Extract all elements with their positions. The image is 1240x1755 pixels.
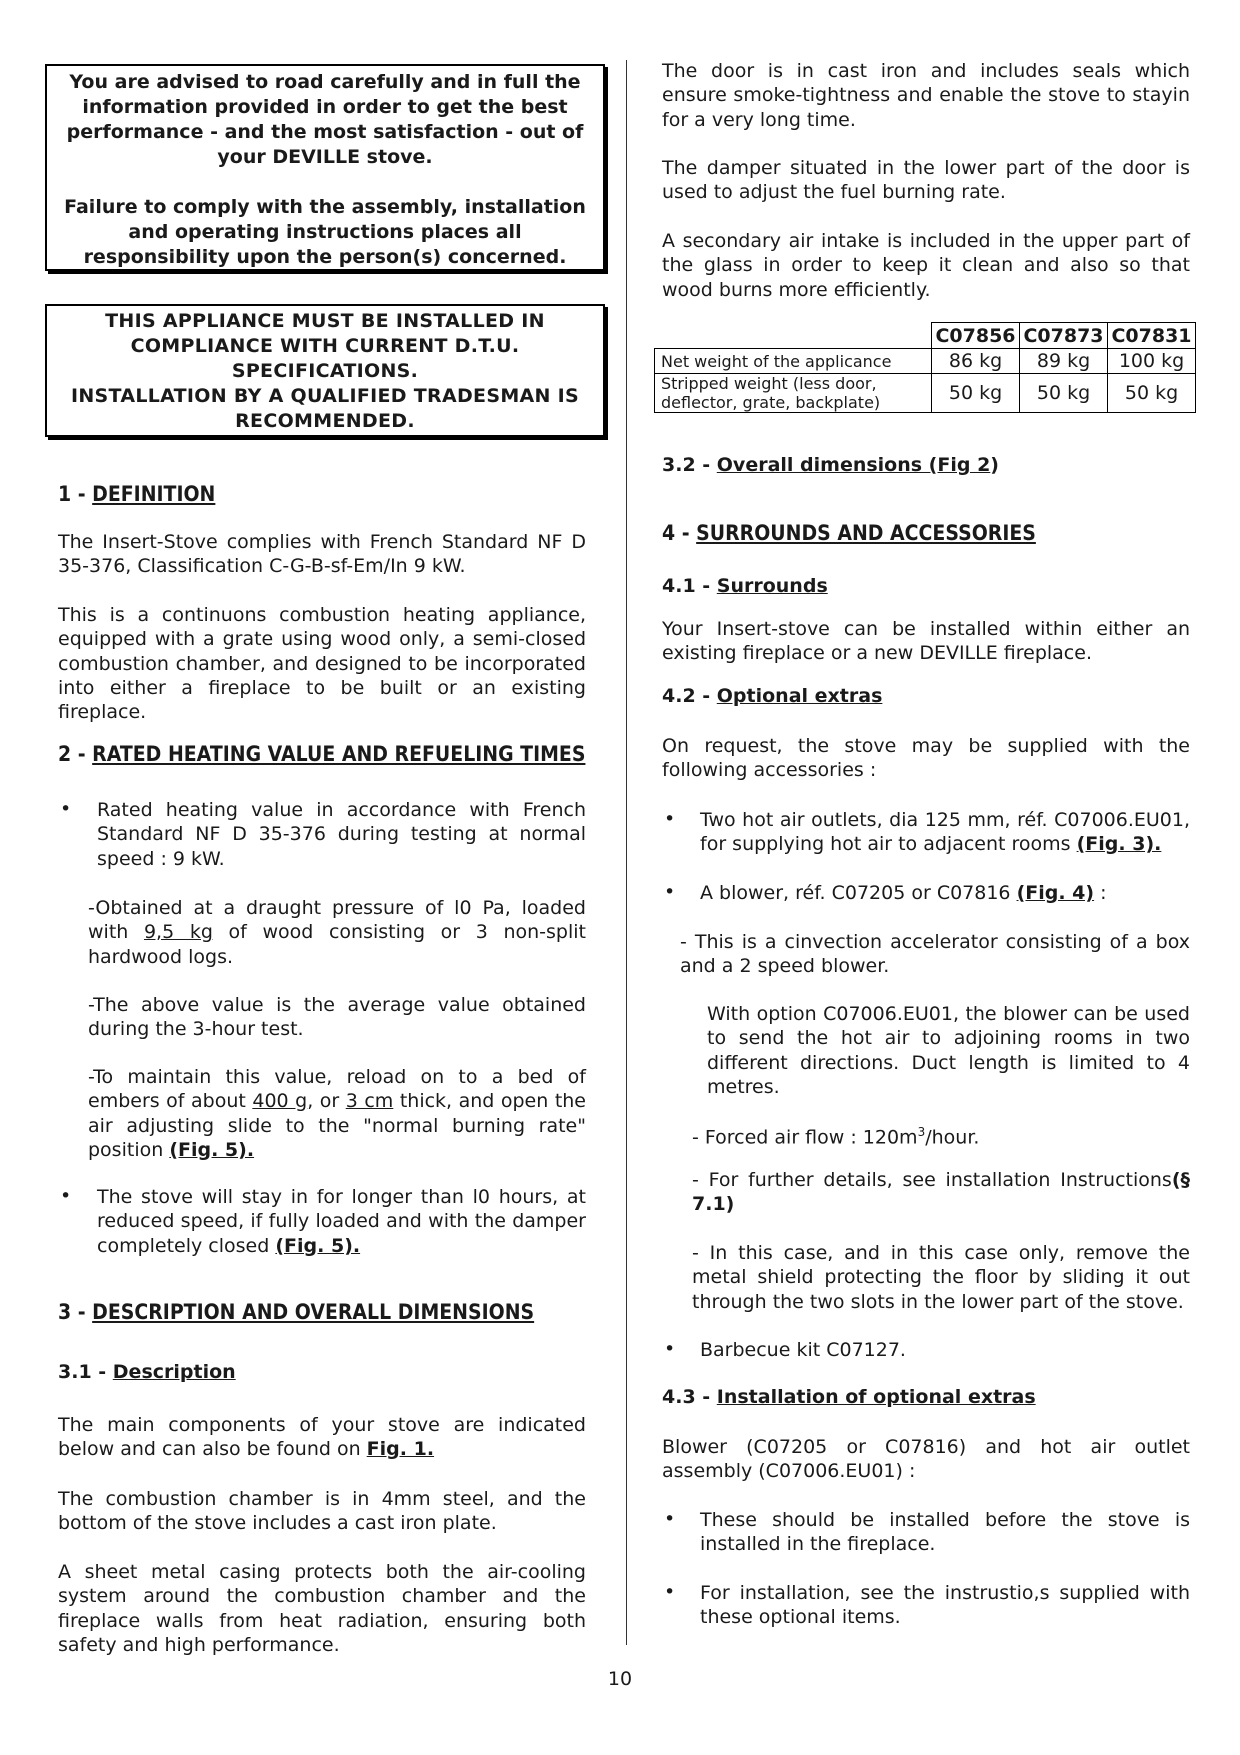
installation-line-2: INSTALLATION BY A QUALIFIED TRADESMAN IS RECOMMENDED. <box>70 385 580 432</box>
bullet-marker: • <box>664 881 676 903</box>
weight-value: 9,5 kg <box>143 921 213 944</box>
table-cell: 50 kg <box>1020 374 1108 413</box>
bullet-marker: • <box>664 1581 676 1603</box>
section-1-para-1: The Insert-Stove complies with French Standard NF D 35-376, Classification C-G-B-sf-Em/In 9 kW. <box>58 531 586 578</box>
section-3-para-2: The combustion chamber is in 4mm steel, and the bottom of the stove includes a cast iron plate. <box>58 1488 586 1535</box>
section-4-title: SURROUNDS AND ACCESSORIES <box>696 521 1036 545</box>
row-label: Net weight of the applicance <box>655 349 932 374</box>
section-4-para-2: On request, the stove may be supplied with the following accessories : <box>662 735 1190 782</box>
section-3-number: 3 - <box>58 1300 93 1324</box>
section-2-bullet-2: The stove will stay in for longer than l0 hours, at reduced speed, if fully loaded and with the damper completely closed (Fig. 5). <box>97 1186 586 1257</box>
column-divider <box>626 60 627 1645</box>
bullet-marker: • <box>664 1508 676 1530</box>
table-cell: 86 kg <box>932 349 1020 374</box>
advisory-para-1: You are advised to road carefully and in full the information provided in order to get the best performance - and the most satisfaction - out of your DEVILLE stove. <box>66 71 584 168</box>
section-3-para-5: The damper situated in the lower part of the door is used to adjust the fuel burning rate. <box>662 157 1190 204</box>
page-number: 10 <box>607 1668 633 1690</box>
subsection-3-2-heading: 3.2 - Overall dimensions (Fig 2) <box>662 454 999 476</box>
section-4-number: 4 - <box>662 521 697 545</box>
subsection-4-1-heading: 4.1 - Surrounds <box>662 575 828 597</box>
section-2-bullet-1: Rated heating value in accordance with French Standard NF D 35-376 during testing at normal speed : 9 kW. <box>97 799 586 870</box>
advisory-notice-box <box>45 64 605 271</box>
row-label: Stripped weight (less door, deflector, grate, backplate) <box>655 374 932 413</box>
section-4-dash-2: - Forced air flow : $120m^3$/hour. <box>692 1125 980 1149</box>
section-3-para-4: The door is in cast iron and includes seals which ensure smoke-tightness and enable the stove to stayin for a very long time. <box>662 60 1190 131</box>
section-1-heading <box>58 482 215 506</box>
section-4-heading <box>662 521 1036 545</box>
section-4-bullet-2: A blower, réf. C07205 or C07816 (Fig. 4) : <box>700 882 1107 904</box>
section-4-para-3: Blower (C07205 or C07816) and hot air outlet assembly (C07006.EU01) : <box>662 1436 1190 1483</box>
section-2-title: RATED HEATING VALUE AND REFUELING TIMES <box>92 742 586 766</box>
table-row <box>655 349 1196 374</box>
section-4-bullet-5: For installation, see the instrustio,s supplied with these optional items. <box>700 1582 1190 1629</box>
section-3-para-6: A secondary air intake is included in the upper part of the glass in order to keep it clean and also so that wood burns more efficiently. <box>662 230 1190 301</box>
table-cell: 100 kg <box>1108 349 1196 374</box>
fig-3-reference: (Fig. 3). <box>1076 833 1162 856</box>
column-header: C07873 <box>1020 323 1108 349</box>
section-3-title: DESCRIPTION AND OVERALL DIMENSIONS <box>92 1300 535 1324</box>
installation-line-1: THIS APPLIANCE MUST BE INSTALLED IN COMPLIANCE WITH CURRENT D.T.U. SPECIFICATIONS. <box>105 310 545 382</box>
section-4-indent-1: With option C07006.EU01, the blower can be used to send the hot air to adjoining rooms in two different directions. Duct length is limited to 4 metres. <box>707 1003 1190 1098</box>
section-3-para-1: The main components of your stove are indicated below and can also be found on Fig. 1. <box>58 1414 586 1461</box>
installation-notice-box <box>45 304 605 437</box>
section-4-bullet-3: Barbecue kit C07127. <box>700 1339 906 1361</box>
section-1-para-2: This is a continuons combustion heating appliance, equipped with a grate using wood only, a semi-closed combustion chamber, and designed to be incorporated into either a fireplace to be built or an existing fireplace. <box>58 604 586 724</box>
section-2-dash-2: -The above value is the average value obtained during the 3-hour test. <box>88 994 586 1041</box>
section-1-number: 1 - <box>58 482 93 506</box>
section-4-para-1: Your Insert-stove can be installed within either an existing fireplace or a new DEVILLE fireplace. <box>662 618 1190 665</box>
section-7-1-reference: (§ 7.1) <box>692 1169 1190 1216</box>
bullet-marker: • <box>60 1185 72 1207</box>
section-2-dash-3: -To maintain this value, reload on to a bed of embers of about 400 g, or 3 cm thick, and open the air adjusting slide to the "normal burning rate" position (Fig. 5). <box>88 1066 586 1161</box>
column-header: C07856 <box>932 323 1020 349</box>
section-4-dash-3: - For further details, see installation Instructions(§ 7.1) <box>692 1169 1190 1216</box>
subsection-4-3-heading: 4.3 - Installation of optional extras <box>662 1386 1036 1408</box>
section-4-dash-1: - This is a cinvection accelerator consisting of a box and a 2 speed blower. <box>680 931 1190 978</box>
bullet-marker: • <box>664 1338 676 1360</box>
section-3-para-3: A sheet metal casing protects both the air-cooling system around the combustion chamber and the fireplace walls from heat radiation, ensuring both safety and high performance. <box>58 1561 586 1656</box>
section-1-title: DEFINITION <box>92 482 216 506</box>
section-3-heading <box>58 1300 534 1324</box>
table-cell: 89 kg <box>1020 349 1108 374</box>
table-cell: 50 kg <box>932 374 1020 413</box>
fig-1-reference: Fig. 1. <box>366 1438 435 1461</box>
subsection-3-1-heading: 3.1 - Description <box>58 1361 236 1383</box>
fig-5-reference: (Fig. 5). <box>275 1234 361 1257</box>
section-2-heading <box>58 742 585 766</box>
bullet-marker: • <box>60 798 72 820</box>
table-cell: 50 kg <box>1108 374 1196 413</box>
weights-table-header <box>655 323 1196 349</box>
fig-5-reference: (Fig. 5). <box>169 1138 255 1161</box>
advisory-para-2: Failure to comply with the assembly, installation and operating instructions places all responsibility upon the person(s) concerned. <box>64 196 586 268</box>
table-row <box>655 374 1196 413</box>
bullet-marker: • <box>664 808 676 830</box>
column-header: C07831 <box>1108 323 1196 349</box>
section-4-bullet-1: Two hot air outlets, dia 125 mm, réf. C07006.EU01, for supplying hot air to adjacent rooms (Fig. 3). <box>700 809 1190 856</box>
weights-table <box>654 322 1196 413</box>
fig-4-reference: (Fig. 4) <box>1016 882 1095 904</box>
subsection-4-2-heading: 4.2 - Optional extras <box>662 685 883 707</box>
section-4-dash-4: - In this case, and in this case only, remove the metal shield protecting the floor by sliding it out through the two slots in the lower part of the stove. <box>692 1242 1190 1313</box>
section-4-bullet-4: These should be installed before the stove is installed in the fireplace. <box>700 1509 1190 1556</box>
section-2-number: 2 - <box>58 742 93 766</box>
section-2-dash-1: -Obtained at a draught pressure of l0 Pa, loaded with 9,5 kg of wood consisting or 3 non-split hardwood logs. <box>88 897 586 968</box>
